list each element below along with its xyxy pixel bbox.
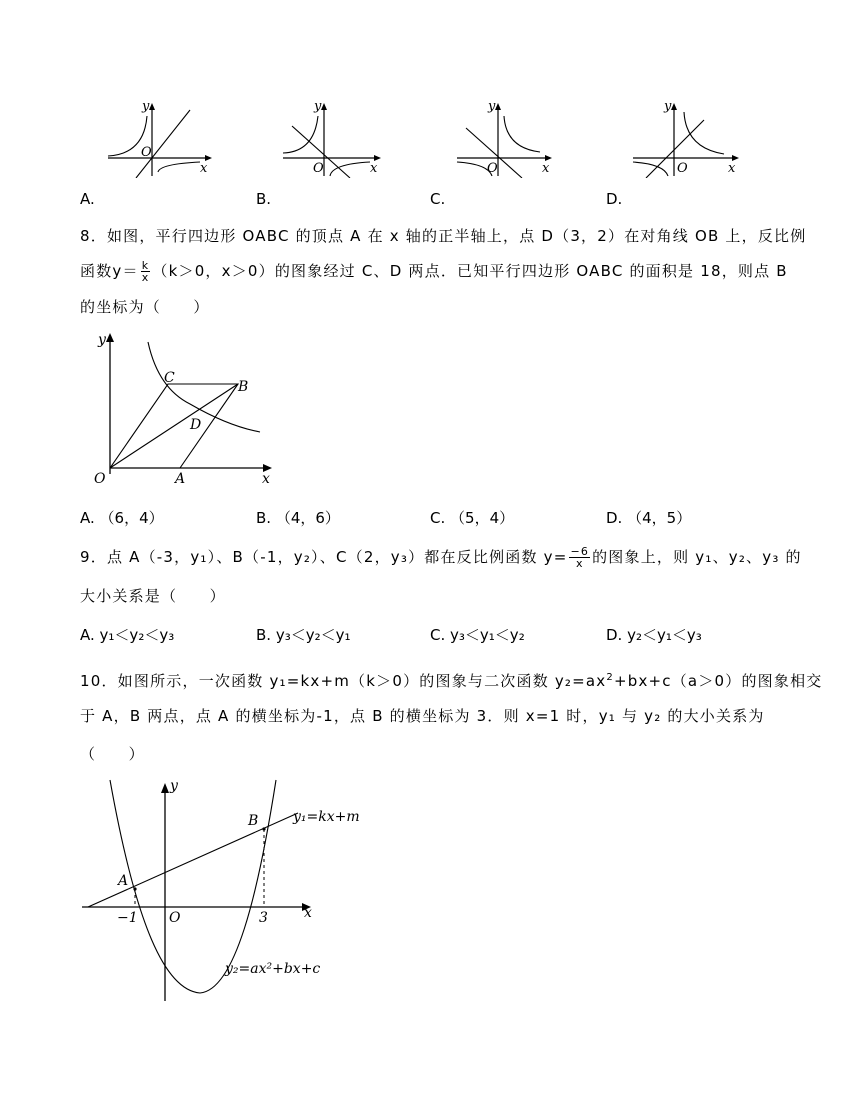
point-o-label: O — [94, 471, 106, 487]
q8-line-1: 8．如图，平行四边形 OABC 的顶点 A 在 x 轴的正半轴上，点 D（3，2）在对角线 OB 上，反比例 — [80, 227, 807, 245]
tick-label-minus-1: −1 — [117, 910, 138, 926]
axis-label-y: y — [314, 99, 322, 114]
axis-label-x: x — [262, 471, 270, 487]
option-letter: A. — [80, 509, 95, 527]
q8-option-a — [80, 508, 164, 528]
origin-label: O — [141, 145, 152, 160]
option-letter: D. — [606, 509, 623, 527]
superscript: 2 — [606, 672, 614, 683]
q9-line-1 — [80, 546, 802, 569]
axis-label-x: x — [728, 161, 736, 176]
fraction-denominator: x — [575, 557, 584, 570]
q9-line-1-post: 的图象上，则 y₁、y₂、y₃ 的 — [592, 548, 802, 566]
point-a-label: A — [175, 471, 186, 487]
q7-option-a-letter: A. — [80, 190, 95, 208]
option-letter: B. — [256, 509, 272, 527]
origin-label: O — [169, 910, 181, 926]
axis-label-y: y — [488, 99, 496, 114]
axis-label-y: y — [664, 99, 672, 114]
option-text: y₂＜y₁＜y₃ — [627, 626, 702, 644]
q9-option-a — [80, 625, 174, 645]
point-c-label: C — [164, 370, 175, 386]
option-text: y₃＜y₂＜y₁ — [275, 626, 351, 644]
q10-line-1 — [80, 668, 822, 691]
q7-graph-b — [278, 98, 388, 178]
q7-graph-c — [452, 98, 562, 178]
q8-line-2-post: （k＞0，x＞0）的图象经过 C、D 两点．已知平行四边形 OABC 的面积是 18，则点 B — [152, 262, 788, 280]
point-b-label: B — [248, 813, 259, 829]
q8-line-2 — [80, 260, 788, 283]
option-text: （5，4） — [450, 509, 515, 527]
q9-option-b — [256, 625, 351, 645]
q10-line-3: （ ） — [80, 745, 145, 763]
point-a-label: A — [118, 873, 129, 889]
q8-option-b — [256, 508, 340, 528]
q8-line-3: 的坐标为（ ） — [80, 298, 210, 316]
q9-line-1-pre: 9．点 A（-3，y₁）、B（-1，y₂）、C（2，y₃）都在反比例函数 y= — [80, 548, 568, 566]
curve-y2-label: y₂=ax²+bx+c — [225, 961, 321, 977]
axis-label-y: y — [170, 778, 178, 794]
option-text: y₃＜y₁＜y₂ — [450, 626, 525, 644]
axis-label-x: x — [200, 161, 208, 176]
q8-line-2-pre: 函数y＝ — [80, 262, 139, 280]
option-text: （4，5） — [627, 509, 692, 527]
axis-label-x: x — [304, 905, 312, 921]
origin-label: O — [677, 161, 688, 176]
q7-option-d-letter: D. — [606, 190, 623, 208]
fraction-denominator: x — [141, 271, 150, 284]
q7-graph-d — [628, 98, 748, 178]
axis-label-x: x — [542, 161, 550, 176]
q10-line-2: 于 A，B 两点，点 A 的横坐标为-1，点 B 的横坐标为 3．则 x=1 时，y₁ 与 y₂ 的大小关系为 — [80, 707, 765, 725]
q9-line-2: 大小关系是（ ） — [80, 587, 226, 605]
axis-label-y: y — [98, 332, 106, 348]
origin-label: O — [313, 161, 324, 176]
point-b-label: B — [238, 379, 249, 395]
point-d-label: D — [190, 417, 202, 433]
option-letter: D. — [606, 626, 623, 644]
q9-fraction — [569, 546, 590, 569]
line-y1-label: y₁=kx+m — [293, 809, 360, 825]
q8-option-d — [606, 508, 691, 528]
q8-fraction — [141, 260, 151, 283]
q7-option-b-letter: B. — [256, 190, 272, 208]
option-letter: C. — [430, 626, 446, 644]
option-text: （6，4） — [99, 509, 164, 527]
q7-graph-a — [100, 98, 220, 178]
tick-label-3: 3 — [259, 910, 268, 926]
q9-option-c — [430, 625, 525, 645]
axis-label-y: y — [142, 99, 150, 114]
option-letter: A. — [80, 626, 95, 644]
option-text: y₁＜y₂＜y₃ — [99, 626, 175, 644]
option-letter: C. — [430, 509, 446, 527]
q9-option-d — [606, 625, 702, 645]
axis-label-x: x — [370, 161, 378, 176]
origin-label: O — [487, 161, 498, 176]
q8-figure — [78, 328, 278, 488]
option-letter: B. — [256, 626, 272, 644]
fraction-numerator: −6 — [570, 545, 590, 558]
fraction-numerator: k — [141, 259, 150, 272]
q10-figure — [80, 775, 380, 1005]
q8-option-c — [430, 508, 514, 528]
option-text: （4，6） — [275, 509, 340, 527]
q10-line-1-pre: 10．如图所示，一次函数 y₁=kx+m（k＞0）的图象与二次函数 y₂=ax — [80, 672, 607, 690]
q7-option-c-letter: C. — [430, 190, 446, 208]
q10-line-1-post: +bx+c（a＞0）的图象相交 — [613, 672, 823, 690]
